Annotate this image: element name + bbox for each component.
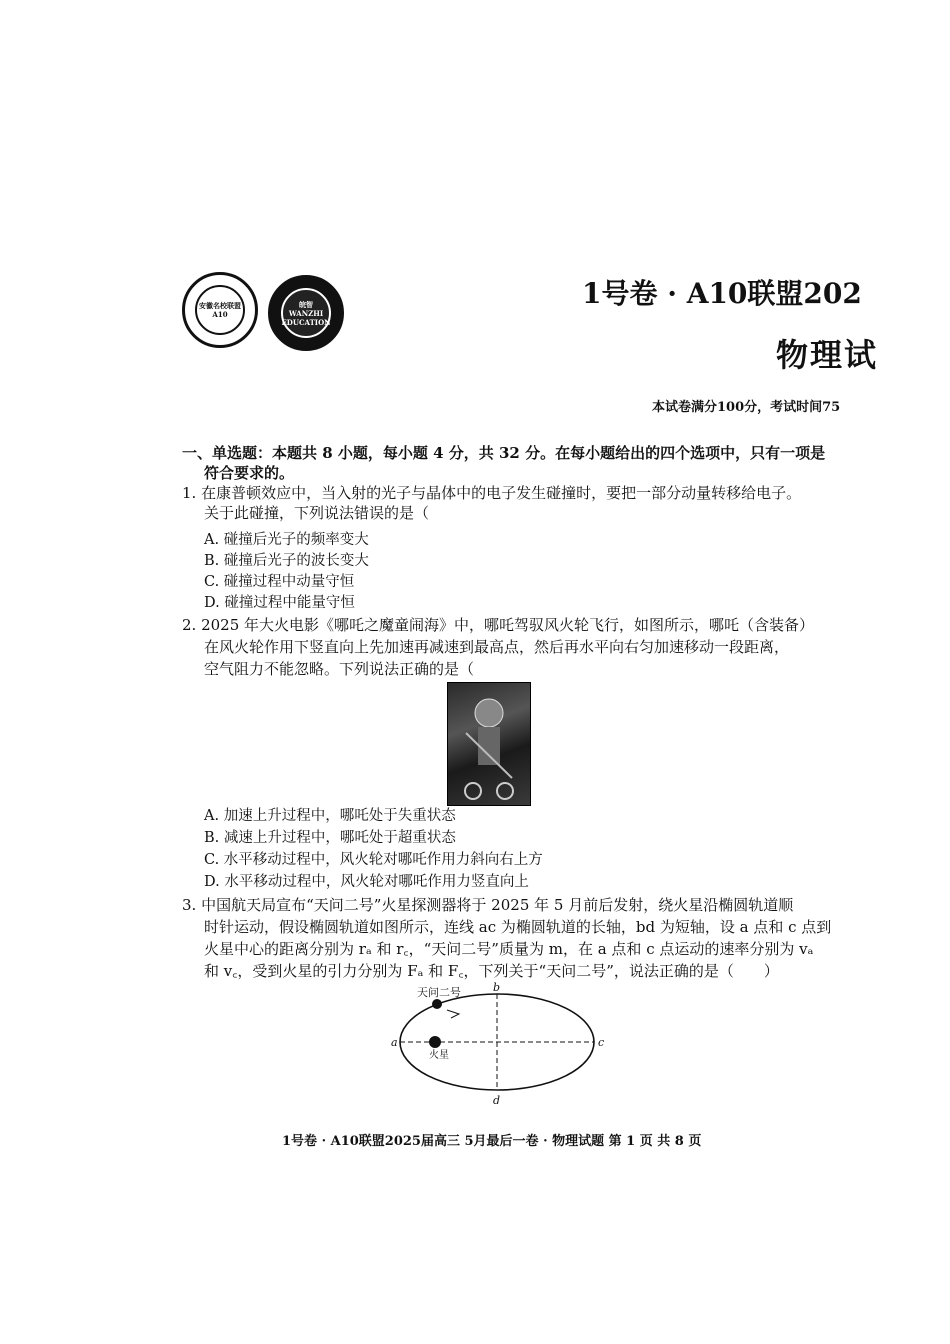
direction-arrow-icon [447, 1010, 459, 1018]
school-alliance-logo [182, 272, 258, 348]
probe-label: 天问二号 [417, 986, 461, 999]
alliance-seal-icon: 安徽名校联盟 A10 [195, 285, 245, 335]
q1-option-a: A. 碰撞后光子的频率变大 [204, 532, 369, 548]
q2-option-b: B. 减速上升过程中，哪吒处于超重状态 [204, 830, 456, 846]
q1-option-b: B. 碰撞后光子的波长变大 [204, 553, 369, 569]
point-a-label: a [391, 1036, 398, 1049]
q3-stem-cont3: 和 v꜀，受到火星的引力分别为 Fₐ 和 F꜀，下列关于“天问二号”，说法正确的是（ ） [204, 962, 779, 980]
subject-title: 物理试 [776, 336, 879, 374]
q1-option-c: C. 碰撞过程中动量守恒 [204, 574, 355, 590]
q2-option-c: C. 水平移动过程中，风火轮对哪吒作用力斜向右上方 [204, 852, 543, 868]
page-footer: 1号卷 · A10联盟2025届高三 5月最后一卷 · 物理试题 第 1 页 共 8 页 [282, 1134, 702, 1149]
q2-stem: 2. 2025 年大火电影《哪吒之魔童闹海》中，哪吒驾驭风火轮飞行，如图所示，哪吒（含装备） [182, 616, 815, 634]
point-b-label: b [493, 981, 501, 994]
nezha-movie-image [447, 682, 531, 806]
q2-stem-cont1: 在风火轮作用下竖直向上先加速再减速到最高点，然后再水平向右匀加速移动一段距离， [204, 638, 790, 656]
orbit-diagram [385, 980, 625, 1110]
mars-label: 火星 [429, 1050, 449, 1061]
q2-option-d: D. 水平移动过程中，风火轮对哪吒作用力竖直向上 [204, 874, 529, 890]
wanzhi-education-logo [268, 275, 344, 351]
q1-option-d: D. 碰撞过程中能量守恒 [204, 595, 355, 611]
wanzhi-seal-icon: 皖智 WANZHI EDUCATION [281, 288, 331, 338]
q2-option-a: A. 加速上升过程中，哪吒处于失重状态 [204, 808, 456, 824]
nezha-figure-icon [448, 683, 530, 805]
exam-brand-title: 1号卷 · A10联盟202 [582, 277, 862, 310]
exam-note: 本试卷满分100分，考试时间75 [652, 400, 841, 415]
q3-stem-cont2: 火星中心的距离分别为 rₐ 和 r꜀，“天问二号”质量为 m，在 a 点和 c 点运动的速率分别为 vₐ [204, 940, 814, 958]
q1-stem: 1. 在康普顿效应中，当入射的光子与晶体中的电子发生碰撞时，要把一部分动量转移给电子。 [182, 484, 802, 502]
q3-stem-cont1: 时针运动，假设椭圆轨道如图所示，连线 ac 为椭圆轨道的长轴，bd 为短轴，设 a 点和 c 点到 [204, 918, 832, 936]
mars-dot [429, 1036, 441, 1048]
probe-dot [432, 999, 442, 1009]
point-c-label: c [598, 1036, 605, 1049]
q2-stem-cont2: 空气阻力不能忽略。下列说法正确的是（ [204, 660, 475, 678]
q3-stem: 3. 中国航天局宣布“天问二号”火星探测器将于 2025 年 5 月前后发射，绕火星沿椭圆轨道顺 [182, 896, 794, 914]
section1-title: 一、单选题：本题共 8 小题，每小题 4 分，共 32 分。在每小题给出的四个选项中，只有一项是 [182, 444, 826, 462]
section1-title-cont: 符合要求的。 [204, 464, 295, 482]
point-d-label: d [493, 1094, 501, 1107]
q1-stem-cont: 关于此碰撞，下列说法错误的是（ [204, 504, 430, 522]
